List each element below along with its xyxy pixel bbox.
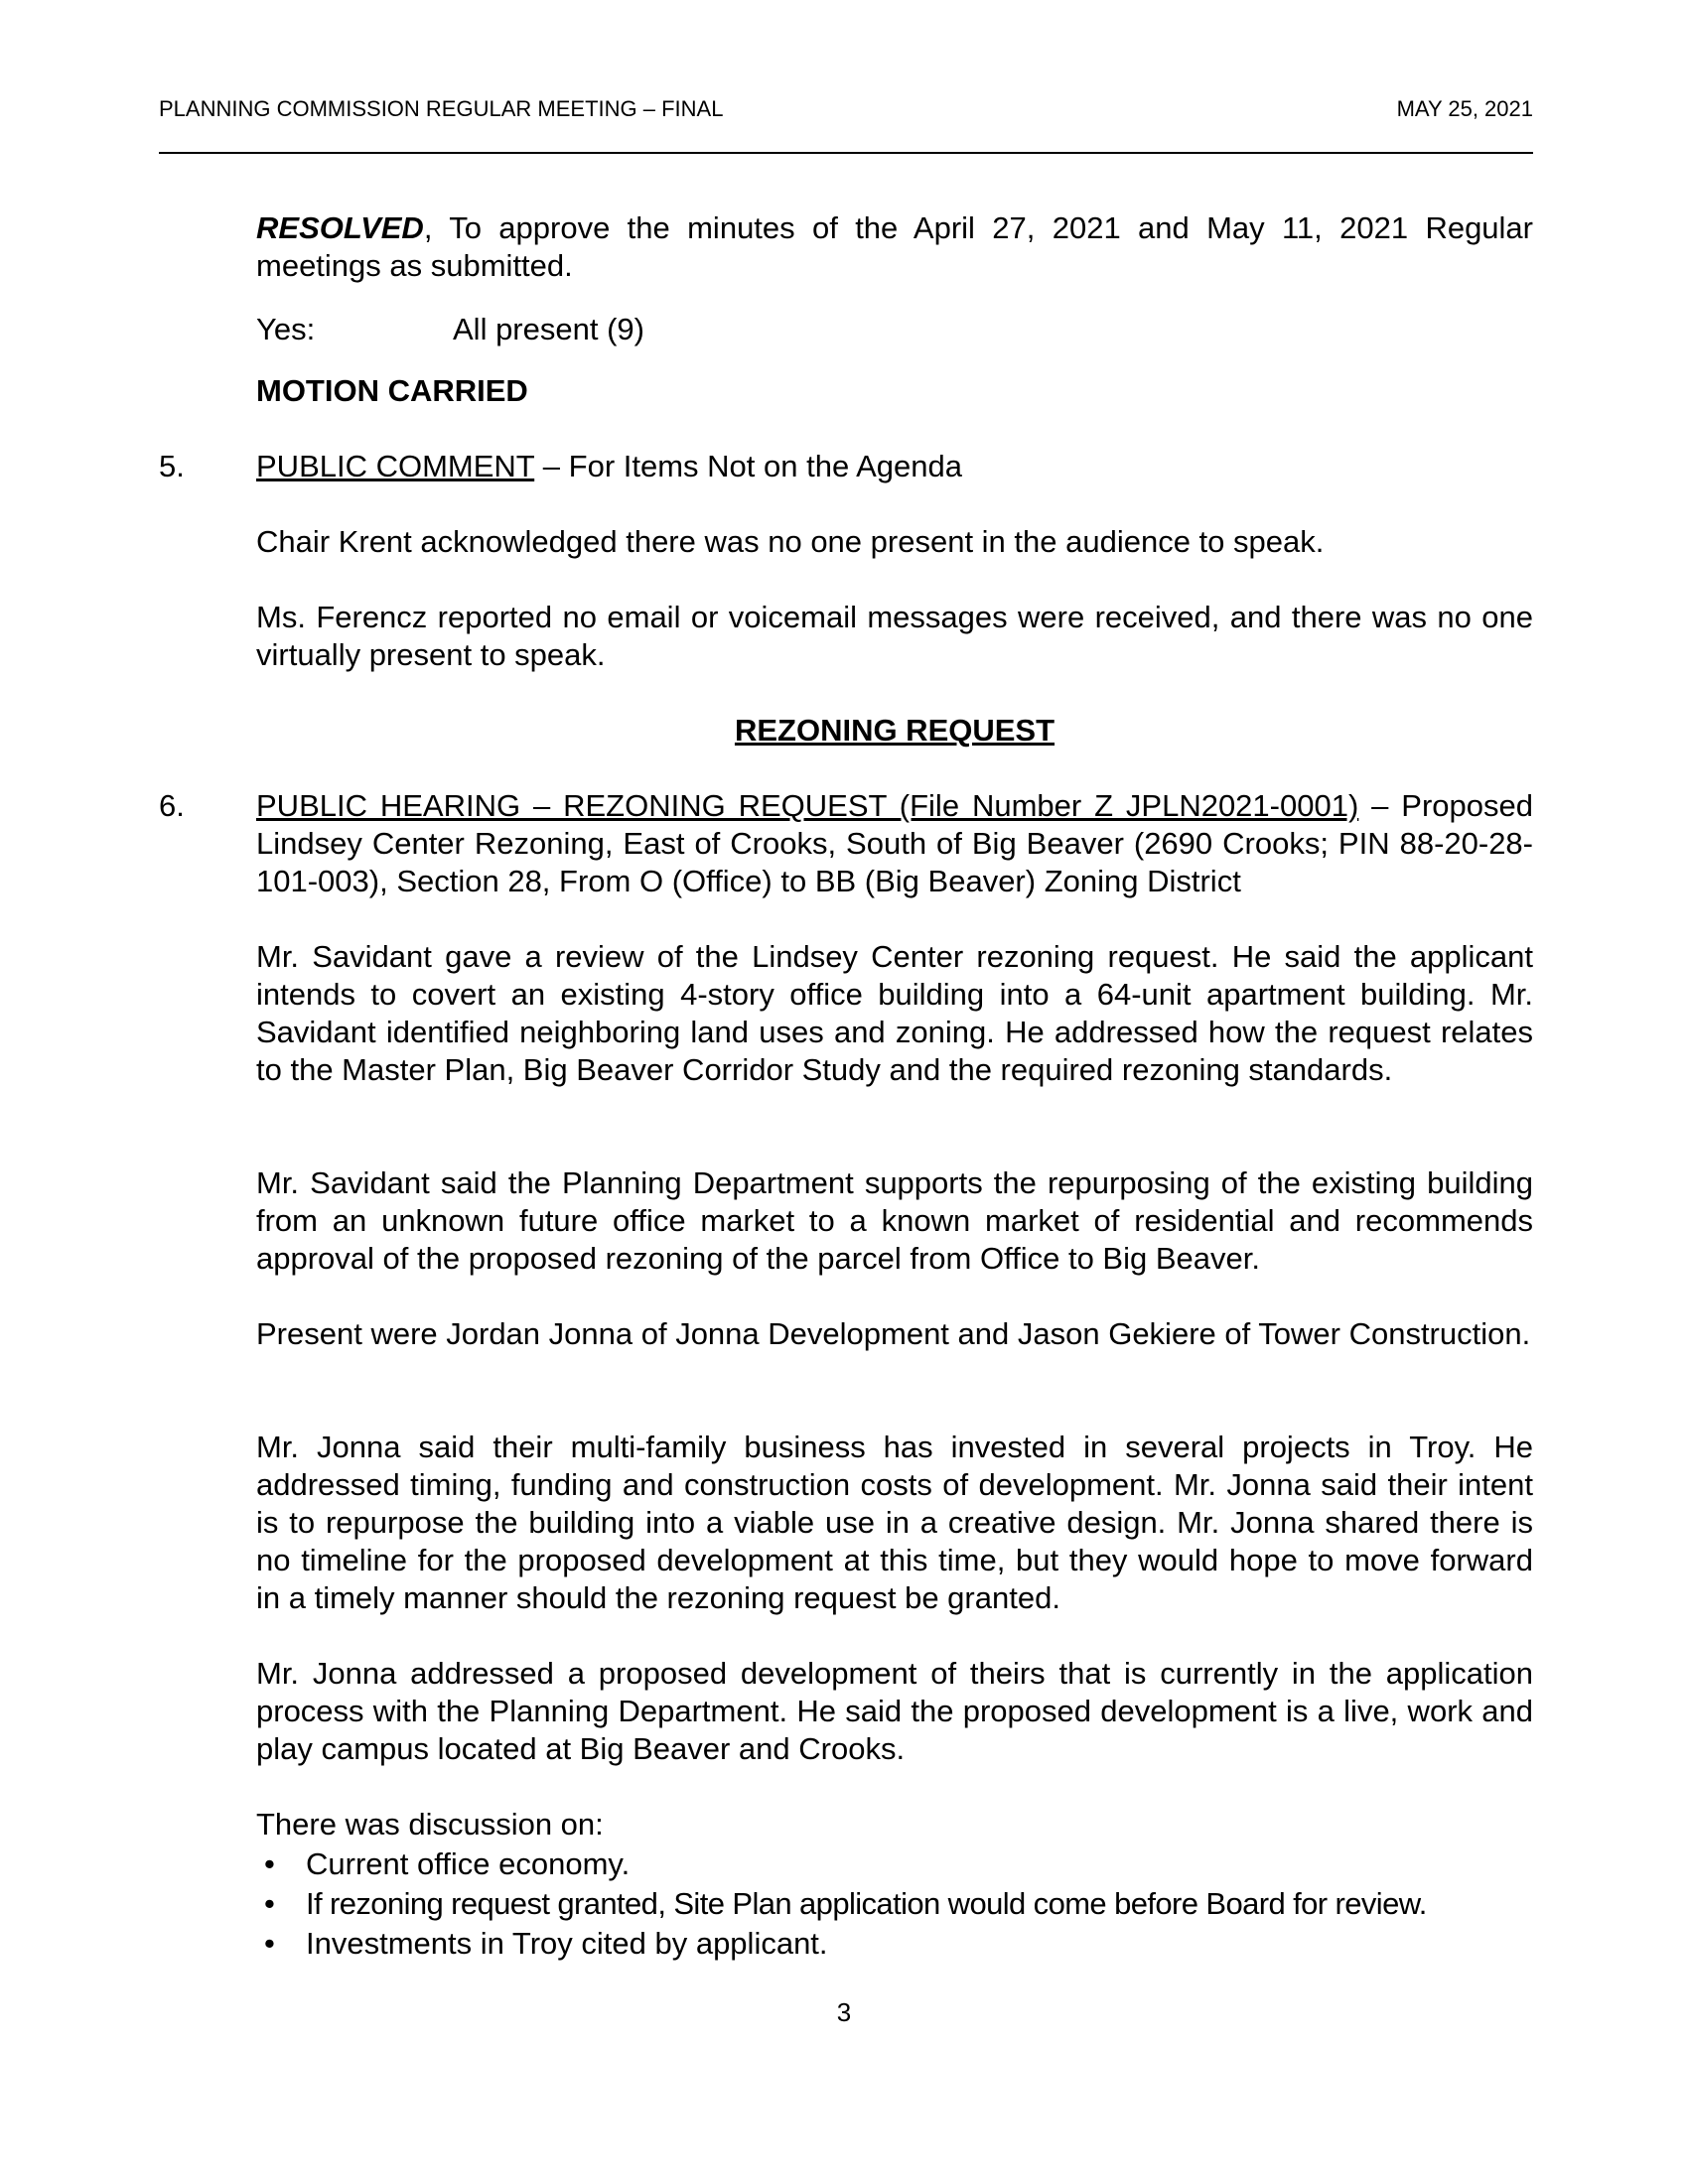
resolved-label: RESOLVED xyxy=(256,210,424,245)
bullet-icon: • xyxy=(264,1846,275,1881)
discussion-intro: There was discussion on: xyxy=(256,1807,604,1842)
header-title: PLANNING COMMISSION REGULAR MEETING – FINAL xyxy=(159,96,724,121)
motion-result: MOTION CARRIED xyxy=(256,373,528,408)
bullet-text: Current office economy. xyxy=(306,1846,631,1881)
vote-value: All present (9) xyxy=(453,312,644,346)
bullet-text: Investments in Troy cited by applicant. xyxy=(306,1926,828,1961)
resolution-text: , To approve the minutes of the April 27, 2021 and May 11, 2021 Regular meetings as submitted. xyxy=(256,210,1533,283)
item6-number: 6. xyxy=(159,788,185,823)
page-header xyxy=(159,96,1533,154)
item6-paragraph-2: Mr. Savidant said the Planning Department supports the repurposing of the existing building from an unknown future office market to a known market of residential and recommends approval of the proposed rezoning of the parcel from Office to Big Beaver. xyxy=(256,1165,1533,1276)
resolution-paragraph xyxy=(256,209,1533,285)
item6-paragraph-4: Mr. Jonna said their multi-family business has invested in several projects in Troy. He addressed timing, funding and construction costs of development. Mr. Jonna said their intent is to repurpose the building into a viable use in a creative design. Mr. Jonna shared there is no timeline for the proposed development at this time, but they would hope to move forward in a timely manner should the rezoning request be granted. xyxy=(256,1430,1533,1615)
vote-label: Yes: xyxy=(256,312,316,346)
bullet-icon: • xyxy=(264,1926,275,1961)
bullet-icon: • xyxy=(264,1886,275,1921)
item6-subtitle: – Proposed Lindsey Center Rezoning, East of Crooks, South of Big Beaver (2690 Crooks; PIN 88-20-28-101-003), Section 28, From O (Office) to BB (Big Beaver) Zoning District xyxy=(256,788,1533,898)
item5-paragraph-1: Chair Krent acknowledged there was no one present in the audience to speak. xyxy=(256,524,1325,559)
bullet-text: If rezoning request granted, Site Plan application would come before Board for review. xyxy=(306,1886,1427,1921)
item6-paragraph-5: Mr. Jonna addressed a proposed development of theirs that is currently in the application process with the Planning Department. He said the proposed development is a live, work and play campus located at Big Beaver and Crooks. xyxy=(256,1656,1533,1766)
item6-paragraph-1: Mr. Savidant gave a review of the Lindsey Center rezoning request. He said the applicant intends to covert an existing 4-story office building into a 64-unit apartment building. Mr. Savidant identified neighboring land uses and zoning. He addressed how the request relates to the Master Plan, Big Beaver Corridor Study and the required rezoning standards. xyxy=(256,939,1533,1087)
page-number: 3 xyxy=(836,1997,852,2027)
item5-number: 5. xyxy=(159,449,185,483)
item5-paragraph-2: Ms. Ferencz reported no email or voicemail messages were received, and there was no one virtually present to speak. xyxy=(256,600,1533,672)
item6-paragraph-3: Present were Jordan Jonna of Jonna Development and Jason Gekiere of Tower Construction. xyxy=(256,1316,1531,1351)
item5-subtitle: – For Items Not on the Agenda xyxy=(534,449,962,483)
item5-title: PUBLIC COMMENT xyxy=(256,449,535,483)
section-heading: REZONING REQUEST xyxy=(734,713,1055,748)
item5-heading xyxy=(256,448,1533,485)
item6-title: PUBLIC HEARING – REZONING REQUEST (File Number Z JPLN2021-0001) xyxy=(256,788,1359,823)
header-date: MAY 25, 2021 xyxy=(1396,96,1533,121)
item6-heading xyxy=(256,787,1533,900)
